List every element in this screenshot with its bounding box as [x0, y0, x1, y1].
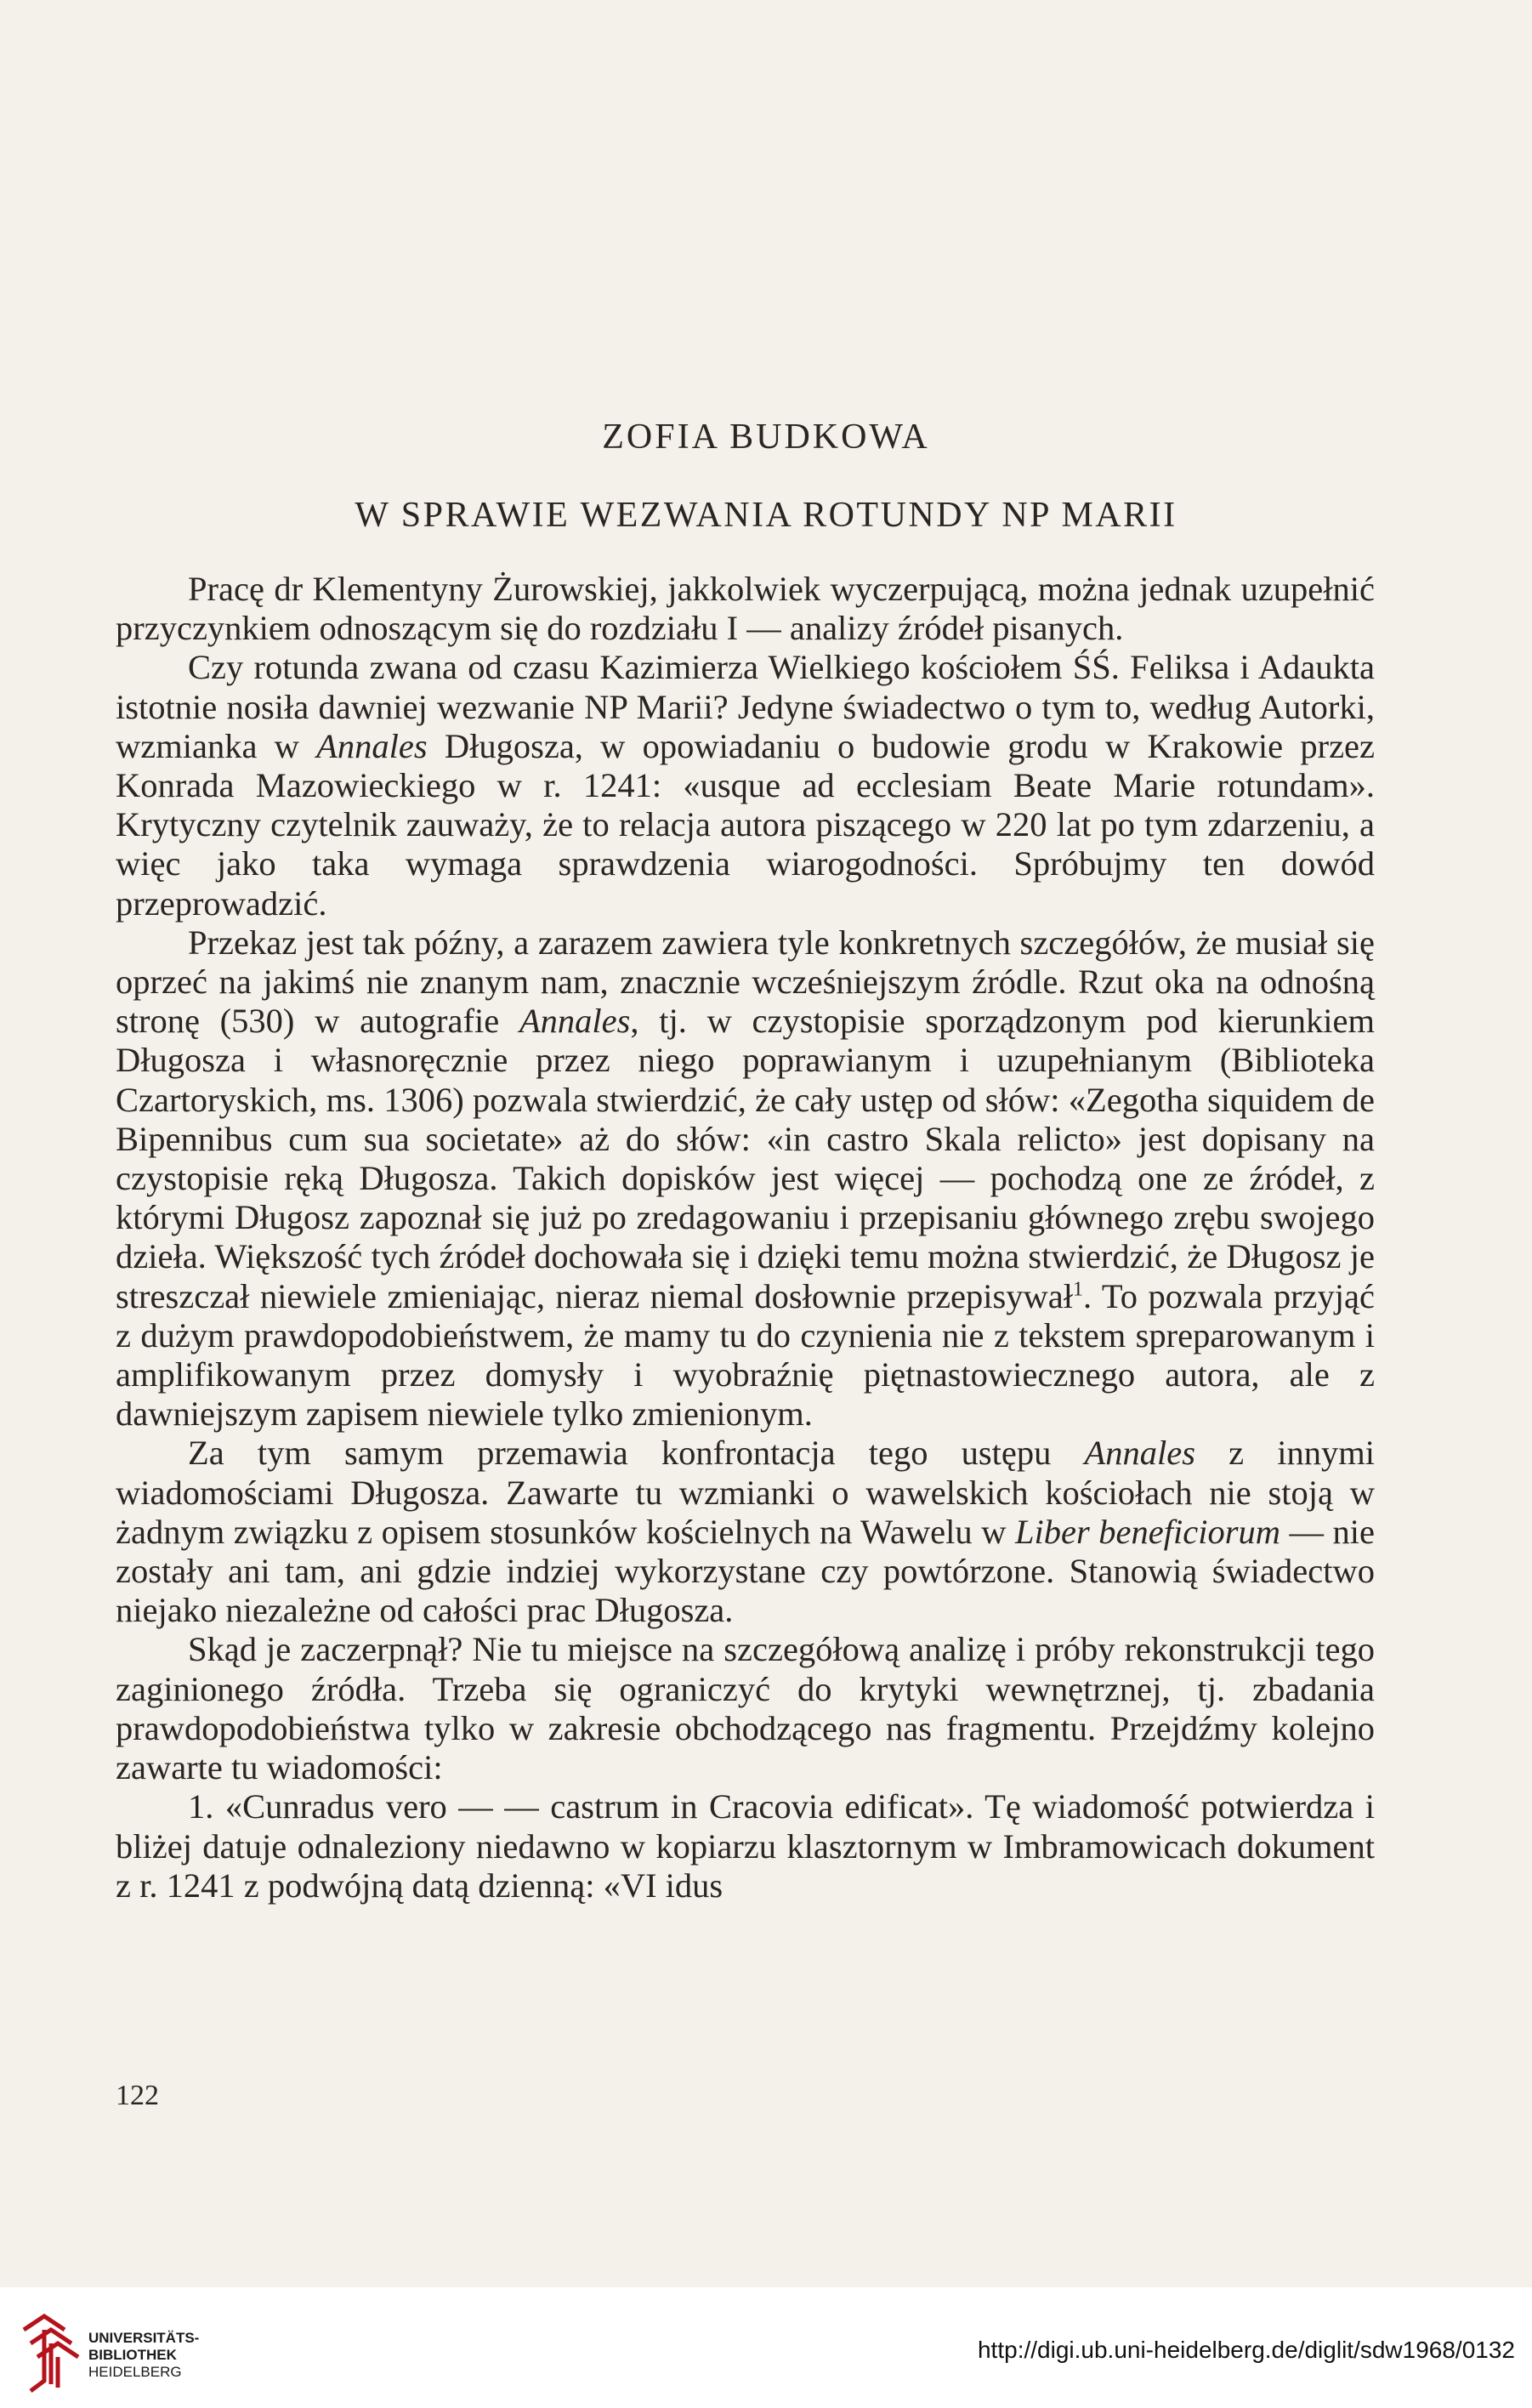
- logo-line-2: BIBLIOTHEK: [88, 2347, 177, 2363]
- paragraph-4-text-c: — nie zostały ani tam, ani gdzie indziej wykorzystane czy powtórzone. Stanowią świadectwo niejako niezależne od całości prac Długosza.: [116, 1512, 1375, 1630]
- paragraph-1: Pracę dr Klementyny Żurowskiej, jakkolwiek wyczerpującą, można jednak uzupełnić przyczynkiem odnoszącym się do rozdziału I — analizy źródeł pisanych.: [116, 570, 1375, 648]
- paragraph-2-italic-annales: Annales: [316, 726, 428, 765]
- article-author: ZOFIA BUDKOWA: [602, 417, 930, 457]
- paragraph-3-text-a: Przekaz jest tak późny, a zarazem zawiera tyle konkretnych szczegółów, że musiał się oprzeć na jakimś nie znanym nam, znacznie wcześniejszym źródle. Rzut oka na odnośną stronę (530) w autografie: [116, 923, 1375, 1041]
- paragraph-6: 1. «Cunradus vero — — castrum in Cracovia edificat». Tę wiadomość potwierdza i bliżej datuje odnaleziony niedawno w kopiarzu klasztornym w Imbramowicach dokument z r. 1241 z podwójną datą dzienną: «VI idus: [116, 1787, 1375, 1905]
- paragraph-4-text-a: Za tym samym przemawia konfrontacja tego ustępu: [188, 1434, 1085, 1473]
- paragraph-3: [116, 923, 1375, 1434]
- article-title: W SPRAWIE WEZWANIA ROTUNDY NP MARII: [355, 496, 1177, 535]
- source-url[interactable]: http://digi.ub.uni-heidelberg.de/diglit/sdw1968/0132: [977, 2337, 1515, 2363]
- logo-line-3: HEIDELBERG: [88, 2364, 182, 2380]
- footnote-ref-1: 1: [1073, 1278, 1084, 1301]
- page-number: 122: [116, 2080, 159, 2111]
- paragraph-4-italic-annales: Annales: [1084, 1434, 1195, 1473]
- footer-bar: [0, 2287, 1532, 2408]
- paragraph-3-text-c: . To pozwala przyjąć z dużym prawdopodobieństwem, że mamy tu do czynienia nie z tekstem spreparowanym i amplifikowanym przez domysły i wyobraźnię piętnastowiecznego autora, ale z dawniejszym zapisem niewiele tylko zmienionym.: [116, 1276, 1375, 1434]
- library-logo-icon: [19, 2313, 85, 2394]
- paragraph-4: [116, 1434, 1375, 1630]
- paragraph-4-text-b: z innymi wiadomościami Długosza. Zawarte tu wzmianki o wawelskich kościołach nie stoją w żadnym związku z opisem stosunków kościelnych na Wawelu w: [116, 1434, 1375, 1551]
- paragraph-2: [116, 648, 1375, 923]
- paragraph-2-text-b: Długosza, w opowiadaniu o budowie grodu w Krakowie przez Konrada Mazowieckiego w r. 1241: «usque ad ecclesiam Beate Marie rotundam». Krytyczny czytelnik zauważy, że to relacja autora piszącego w 220 lat po tym zdarzeniu, a więc jako taka wymaga sprawdzenia wiarogodności. Spróbujmy ten dowód przeprowadzić.: [116, 726, 1375, 923]
- logo-line-1: UNIVERSITÄTS-: [88, 2330, 200, 2346]
- paragraph-5: Skąd je zaczerpnął? Nie tu miejsce na szczegółową analizę i próby rekonstrukcji tego zaginionego źródła. Trzeba się ograniczyć do krytyki wewnętrznej, tj. zbadania prawdopodobieństwa tylko w zakresie obchodzącego nas fragmentu. Przejdźmy kolejno zawarte tu wiadomości:: [116, 1630, 1375, 1787]
- paragraph-2-text-a: Czy rotunda zwana od czasu Kazimierza Wielkiego kościołem ŚŚ. Feliksa i Adaukta istotnie nosiła dawniej wezwanie NP Marii? Jedyne świadectwo o tym to, według Autorki, wzmianka w: [116, 648, 1375, 765]
- paragraph-4-italic-liber: Liber beneficiorum: [1014, 1512, 1280, 1551]
- paragraph-3-italic-annales: Annales: [519, 1002, 631, 1041]
- article-body: [116, 570, 1375, 1905]
- library-logo-text: [88, 2330, 199, 2381]
- paragraph-3-text-b: , tj. w czystopisie sporządzonym pod kierunkiem Długosza i własnoręcznie przez niego poprawianym i uzupełnianym (Biblioteka Czartoryskich, ms. 1306) pozwala stwierdzić, że cały ustęp od słów: «Zegotha siquidem de Bipennibus cum sua societate» aż do słów: «in castro Skala relicto» jest dopisany na czystopisie ręką Długosza. Takich dopisków jest więcej — pochodzą one ze źródeł, z którymi Długosz zapoznał się już po zredagowaniu i przepisaniu głównego zrębu swojego dzieła. Większość tych źródeł dochowała się i dzięki temu można stwierdzić, że Długosz je streszczał niewiele zmieniając, nieraz niemal dosłownie przepisywał: [116, 1002, 1375, 1315]
